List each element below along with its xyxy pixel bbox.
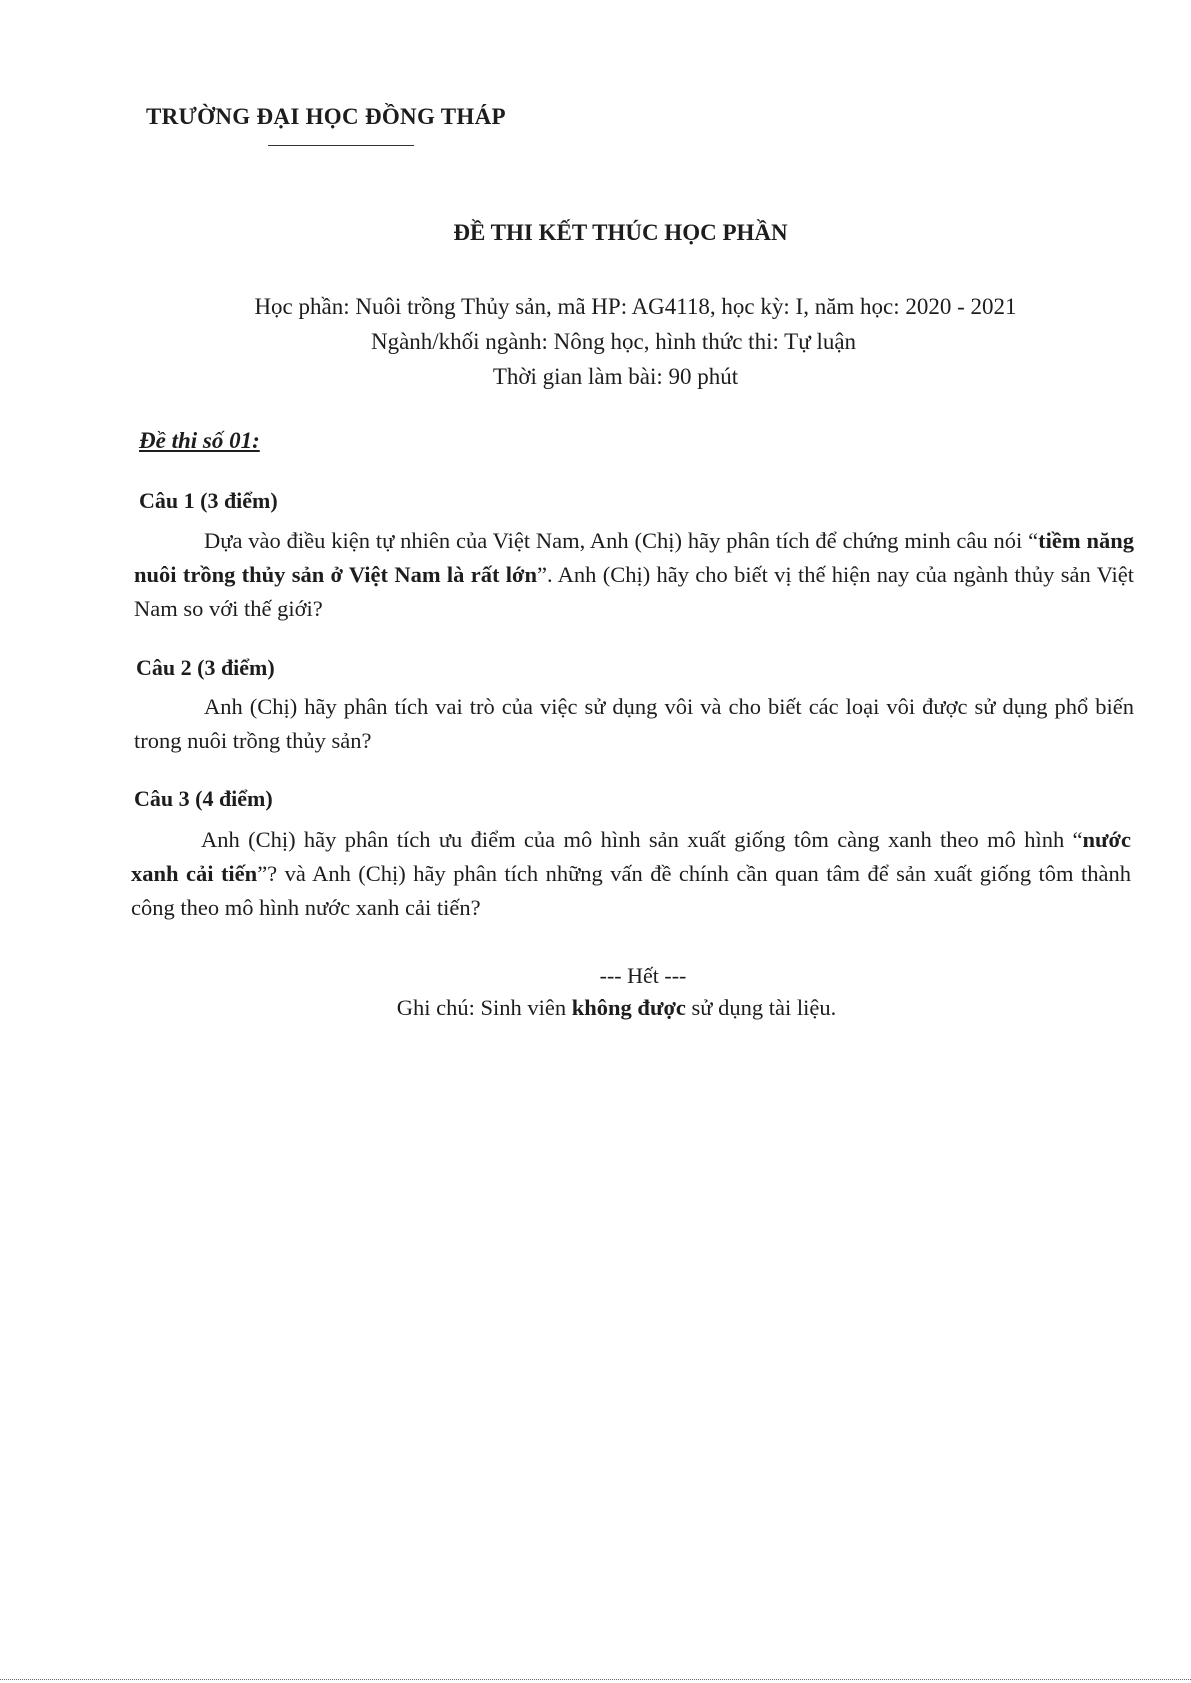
- question-2-text: Anh (Chị) hãy phân tích vai trò của việc sử dụng vôi và cho biết các loại vôi được sử dụng phổ biến trong nuôi trồng thủy sản?: [134, 694, 1134, 753]
- school-underline: [268, 145, 414, 146]
- question-1-body: [134, 524, 1134, 626]
- footer-note-prefix: Ghi chú: Sinh viên: [396, 995, 572, 1020]
- footer-note-emphasis: không được: [571, 995, 686, 1020]
- course-info-line: Học phần: Nuôi trồng Thủy sản, mã HP: AG4118, học kỳ: I, năm học: 2020 - 2021: [254, 294, 1017, 319]
- question-1-text-part-2: ”. Anh (Chị) hãy cho biết vị thế hiện nay của ngành thủy sản Việt Nam so với thế giới?: [134, 562, 1134, 621]
- question-1-heading: Câu 1 (3 điểm): [139, 488, 278, 513]
- footer-note: [0, 995, 1191, 1021]
- footer-note-suffix: sử dụng tài liệu.: [685, 995, 837, 1020]
- question-3-body: [131, 823, 1131, 925]
- question-3-text-part-2: ”? và Anh (Chị) hãy phân tích những vấn đề chính cần quan tâm để sản xuất giống tôm thành công theo mô hình nước xanh cải tiến?: [131, 861, 1131, 920]
- question-3-text-part-1: Anh (Chị) hãy phân tích ưu điểm của mô hình sản xuất giống tôm càng xanh theo mô hình “: [201, 827, 1083, 852]
- question-2-body: [134, 690, 1134, 758]
- duration-info-line: Thời gian làm bài: 90 phút: [492, 364, 739, 389]
- question-3-heading: Câu 3 (4 điểm): [134, 786, 273, 811]
- major-info-line: Ngành/khối ngành: Nông học, hình thức thi: Tự luận: [370, 329, 857, 354]
- page-bottom-edge: [0, 1679, 1191, 1680]
- exam-number: Đề thi số 01:: [139, 428, 260, 453]
- question-1-emphasis: tiềm năng nuôi trồng thủy sản ở Việt Nam là rất lớn: [134, 528, 1134, 587]
- school-name: TRƯỜNG ĐẠI HỌC ĐỒNG THÁP: [146, 104, 506, 129]
- question-1-text-part-1: Dựa vào điều kiện tự nhiên của Việt Nam, Anh (Chị) hãy phân tích để chứng minh câu nói “: [204, 528, 1039, 553]
- exam-title: ĐỀ THI KẾT THÚC HỌC PHẦN: [453, 220, 788, 245]
- question-2-heading: Câu 2 (3 điểm): [136, 655, 275, 680]
- question-3-emphasis: nước xanh cải tiến: [131, 827, 1131, 886]
- end-mark: --- Hết ---: [599, 963, 687, 988]
